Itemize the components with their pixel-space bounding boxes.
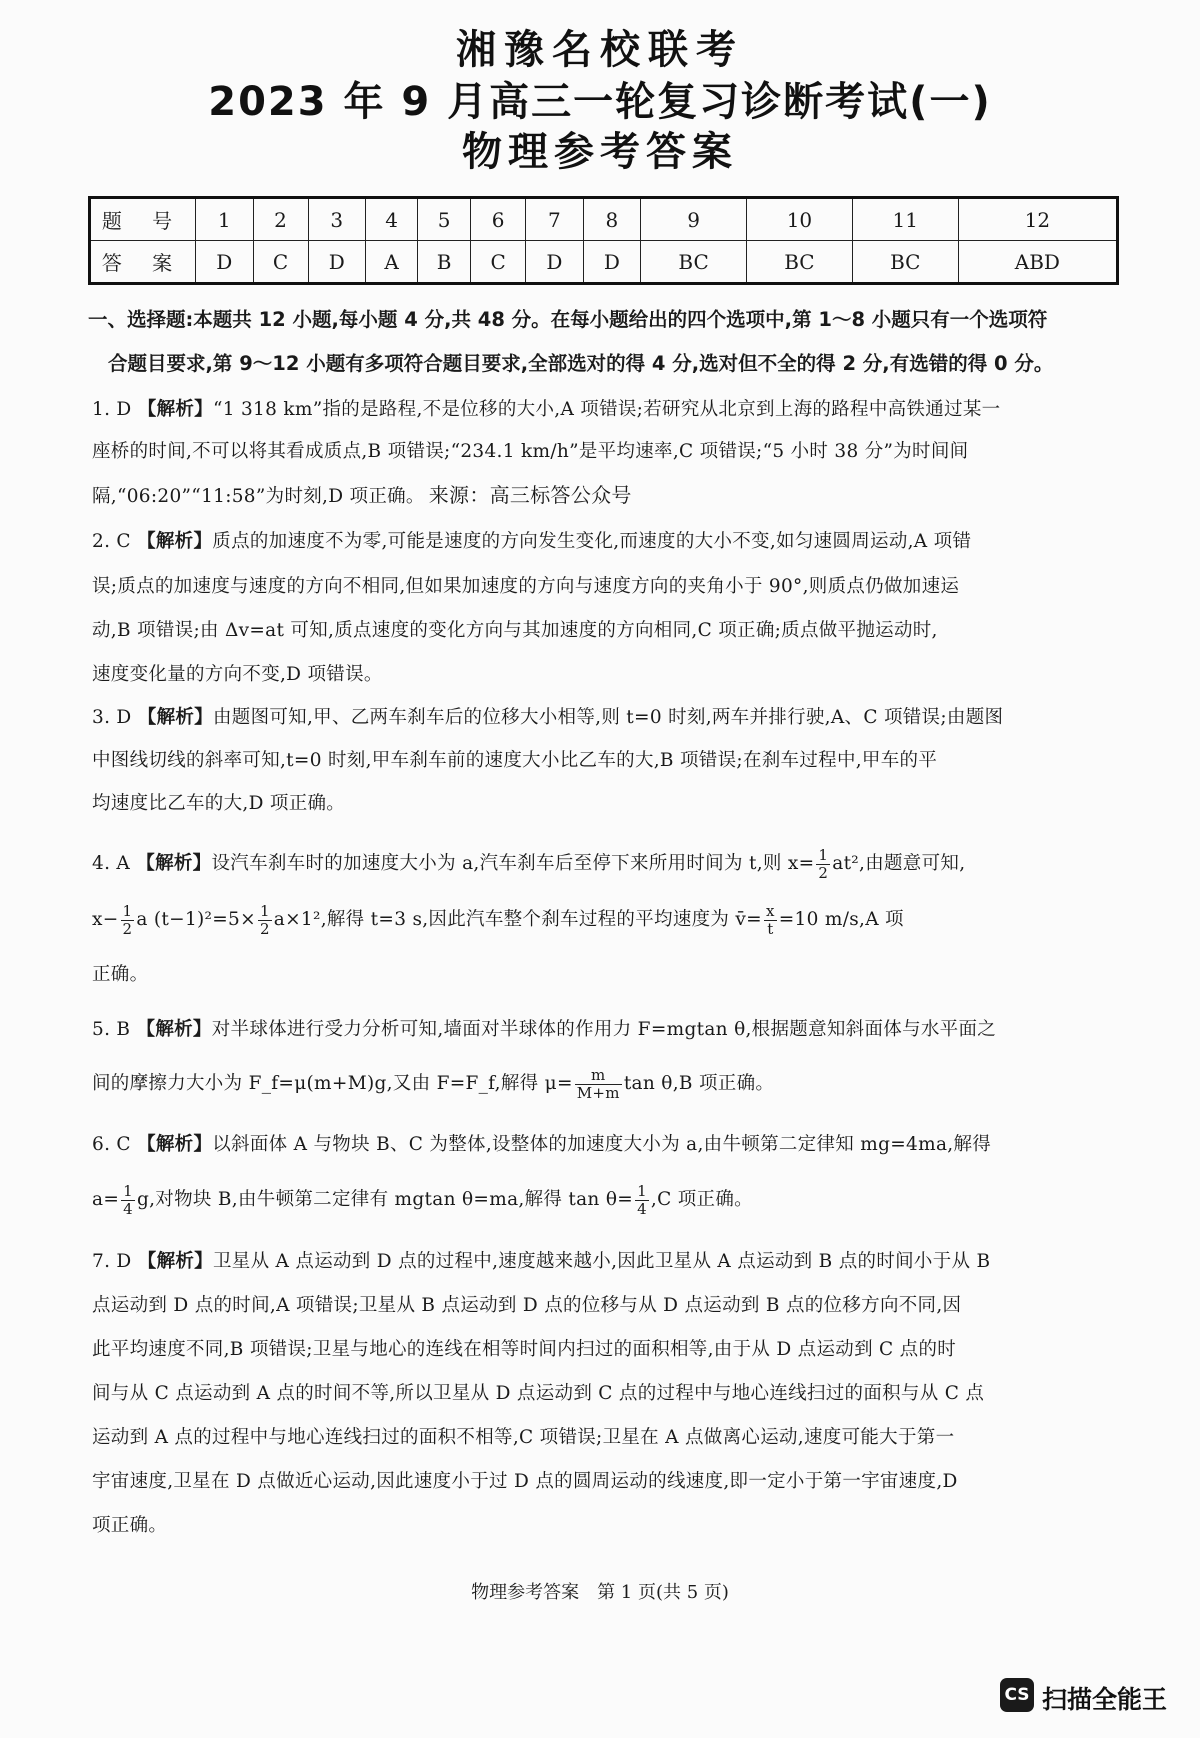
- fraction-numerator: 1: [122, 901, 133, 920]
- answer-cell: D: [308, 241, 366, 284]
- answer-cell: C: [471, 241, 526, 284]
- question-number: 3: [308, 198, 366, 241]
- q4-line1: [92, 842, 1128, 886]
- q1-line1: [92, 395, 1128, 421]
- q2-line4: 速度变化量的方向不变,D 项错误。: [92, 664, 383, 685]
- q5-number: 5. B: [92, 1019, 131, 1040]
- q3-number: 3. D: [92, 707, 132, 728]
- q4-text: x−: [92, 909, 119, 930]
- q3-tag: 【解析】: [137, 707, 213, 728]
- q1-text: “1 318 km”指的是路程,不是位移的大小,A 项错误;若研究从北京到上海的路程中高铁通过某一: [212, 399, 1001, 420]
- camscanner-label: 扫描全能王: [1042, 1685, 1168, 1714]
- question-number: 5: [418, 198, 471, 241]
- source-watermark: 来源：高三标答公众号: [428, 483, 632, 507]
- section-instructions-line2: 合题目要求,第 9～12 小题有多项符合题目要求,全部选对的得 4 分,选对但不全的得 2 分,有选错的得 0 分。: [108, 352, 1054, 375]
- q5-tag: 【解析】: [136, 1019, 212, 1040]
- q1-tag: 【解析】: [137, 399, 213, 420]
- q4-line2: [92, 898, 1128, 942]
- exam-name-title: 2023 年 9 月高三一轮复习诊断考试(一): [208, 79, 992, 125]
- q2-text: 质点的加速度不为零,可能是速度的方向发生变化,而速度的大小不变,如匀速圆周运动,A 项错: [212, 531, 972, 552]
- q6-line2: [92, 1178, 1128, 1222]
- q4-line3: 正确。: [92, 964, 149, 985]
- question-row-label: 题 号: [90, 198, 196, 241]
- fraction-denominator: 2: [259, 919, 270, 938]
- question-number: 8: [583, 198, 641, 241]
- q6-text: 以斜面体 A 与物块 B、C 为整体,设整体的加速度大小为 a,由牛顿第二定律知 mg=4ma,解得: [212, 1134, 992, 1155]
- q7-line7: 项正确。: [92, 1515, 168, 1536]
- q7-number: 7. D: [92, 1251, 132, 1272]
- q1-line2: 座桥的时间,不可以将其看成质点,B 项错误;“234.1 km/h”是平均速率,C 项错误;“5 小时 38 分”为时间间: [92, 441, 969, 462]
- answer-cell: C: [253, 241, 308, 284]
- question-number: 6: [471, 198, 526, 241]
- fraction-denominator: 2: [818, 863, 829, 882]
- question-number: 2: [253, 198, 308, 241]
- question-number: 9: [641, 198, 747, 241]
- q6-text: ,C 项正确。: [650, 1189, 753, 1210]
- fraction-numerator: x: [765, 901, 775, 920]
- q3-line2: 中图线切线的斜率可知,t=0 时刻,甲车刹车前的速度大小比乙车的大,B 项错误;在刹车过程中,甲车的平: [92, 750, 938, 771]
- fraction-half: [121, 903, 135, 938]
- fraction-numerator: m: [575, 1067, 622, 1085]
- answer-cell: BC: [852, 241, 958, 284]
- answer-cell: A: [366, 241, 418, 284]
- q7-line1: [92, 1247, 1128, 1273]
- fraction-half: [258, 903, 272, 938]
- fraction-m-over-M-plus-m: [575, 1067, 622, 1102]
- fraction-numerator: 1: [637, 1181, 647, 1200]
- q6-text: a=: [92, 1189, 120, 1210]
- q3-line1: [92, 703, 1128, 729]
- fraction-denominator: 2: [122, 919, 133, 938]
- question-number: 7: [526, 198, 584, 241]
- q3-line3: 均速度比乙车的大,D 项正确。: [92, 793, 346, 814]
- question-number: 1: [196, 198, 254, 241]
- q1-line3: [92, 479, 1128, 508]
- q5-text: tan θ,B 项正确。: [623, 1073, 775, 1094]
- q7-line4: 间与从 C 点运动到 A 点的时间不等,所以卫星从 D 点运动到 C 点的过程中与地心连线扫过的面积与从 C 点: [92, 1383, 985, 1404]
- q4-tag: 【解析】: [136, 853, 212, 874]
- q4-text: =10 m/s,A 项: [778, 909, 904, 930]
- answer-cell: B: [418, 241, 471, 284]
- question-number: 12: [958, 198, 1117, 241]
- q1-text: 隔,“06:20”“11:58”为时刻,D 项正确。: [92, 486, 425, 507]
- fraction-denominator: 4: [123, 1199, 133, 1218]
- q2-line1: [92, 527, 1128, 553]
- q4-text: a×1²,解得 t=3 s,因此汽车整个刹车过程的平均速度为 v̄=: [273, 909, 762, 930]
- answer-cell: D: [583, 241, 641, 284]
- question-number: 4: [366, 198, 418, 241]
- q5-line1: [92, 1015, 1128, 1041]
- answer-row-label: 答 案: [90, 241, 196, 284]
- page-footer: 物理参考答案 第 1 页(共 5 页): [471, 1582, 729, 1603]
- answer-cell: ABD: [958, 241, 1117, 284]
- answer-cell: D: [196, 241, 254, 284]
- answer-row: [90, 241, 1118, 284]
- fraction-numerator: 1: [818, 845, 829, 864]
- exam-org-title: 湘豫名校联考: [456, 27, 744, 73]
- camscanner-logo-icon: CS: [1000, 1678, 1034, 1712]
- fraction-denominator: M+m: [576, 1083, 620, 1102]
- section-instructions-line1: 一、选择题:本题共 12 小题,每小题 4 分,共 48 分。在每小题给出的四个选项中,第 1～8 小题只有一个选项符: [88, 308, 1048, 331]
- fraction-numerator: 1: [259, 901, 270, 920]
- q2-line3: 动,B 项错误;由 Δv=at 可知,质点速度的变化方向与其加速度的方向相同,C 项正确;质点做平抛运动时,: [92, 620, 938, 641]
- q2-tag: 【解析】: [137, 531, 213, 552]
- q7-line3: 此平均速度不同,B 项错误;卫星与地心的连线在相等时间内扫过的面积相等,由于从 D 点运动到 C 点的时: [92, 1339, 957, 1360]
- fraction-denominator: t: [767, 919, 774, 938]
- q3-text: 由题图可知,甲、乙两车刹车后的位移大小相等,则 t=0 时刻,两车并排行驶,A、C 项错误;由题图: [212, 707, 1004, 728]
- q6-text: g,对物块 B,由牛顿第二定律有 mgtan θ=ma,解得 tan θ=: [136, 1189, 634, 1210]
- q5-line2: [92, 1062, 1128, 1106]
- q2-line2: 误;质点的加速度与速度的方向不相同,但如果加速度的方向与速度方向的夹角小于 90°,则质点仍做加速运: [92, 576, 960, 597]
- q7-line5: 运动到 A 点的过程中与地心连线扫过的面积不相等,C 项错误;卫星在 A 点做离心运动,速度可能大于第一: [92, 1427, 955, 1448]
- answer-cell: D: [526, 241, 584, 284]
- q4-text: a (t−1)²=5×: [136, 909, 256, 930]
- q5-text: 间的摩擦力大小为 F_f=μ(m+M)g,又由 F=F_f,解得 μ=: [92, 1073, 573, 1094]
- q6-line1: [92, 1130, 1128, 1156]
- q6-tag: 【解析】: [137, 1134, 213, 1155]
- answer-table: [88, 196, 1119, 285]
- q7-tag: 【解析】: [137, 1251, 213, 1272]
- answer-cell: BC: [747, 241, 853, 284]
- fraction-denominator: 4: [637, 1199, 647, 1218]
- fraction-x-over-t: [764, 903, 777, 938]
- q6-number: 6. C: [92, 1134, 131, 1155]
- q4-text: 设汽车刹车时的加速度大小为 a,汽车刹车后至停下来所用时间为 t,则 x=: [211, 853, 815, 874]
- q2-number: 2. C: [92, 531, 131, 552]
- q7-text: 卫星从 A 点运动到 D 点的过程中,速度越来越小,因此卫星从 A 点运动到 B 点的时间小于从 B: [212, 1251, 991, 1272]
- subject-title: 物理参考答案: [462, 129, 738, 175]
- q5-text: 对半球体进行受力分析可知,墙面对半球体的作用力 F=mgtan θ,根据题意知斜面体与水平面之: [211, 1019, 997, 1040]
- q1-number: 1. D: [92, 399, 132, 420]
- question-number-row: [90, 198, 1118, 241]
- fraction-half: [816, 847, 830, 882]
- fraction-quarter: [635, 1183, 649, 1218]
- q7-line6: 宇宙速度,卫星在 D 点做近心运动,因此速度小于过 D 点的圆周运动的线速度,即一定小于第一宇宙速度,D: [92, 1471, 958, 1492]
- fraction-numerator: 1: [123, 1181, 133, 1200]
- question-number: 10: [747, 198, 853, 241]
- answer-cell: BC: [641, 241, 747, 284]
- q4-text: at²,由题意可知,: [832, 853, 966, 874]
- fraction-quarter: [121, 1183, 135, 1218]
- q7-line2: 点运动到 D 点的时间,A 项错误;卫星从 B 点运动到 D 点的位移与从 D 点运动到 B 点的位移方向不同,因: [92, 1295, 962, 1316]
- question-number: 11: [852, 198, 958, 241]
- q4-number: 4. A: [92, 853, 131, 874]
